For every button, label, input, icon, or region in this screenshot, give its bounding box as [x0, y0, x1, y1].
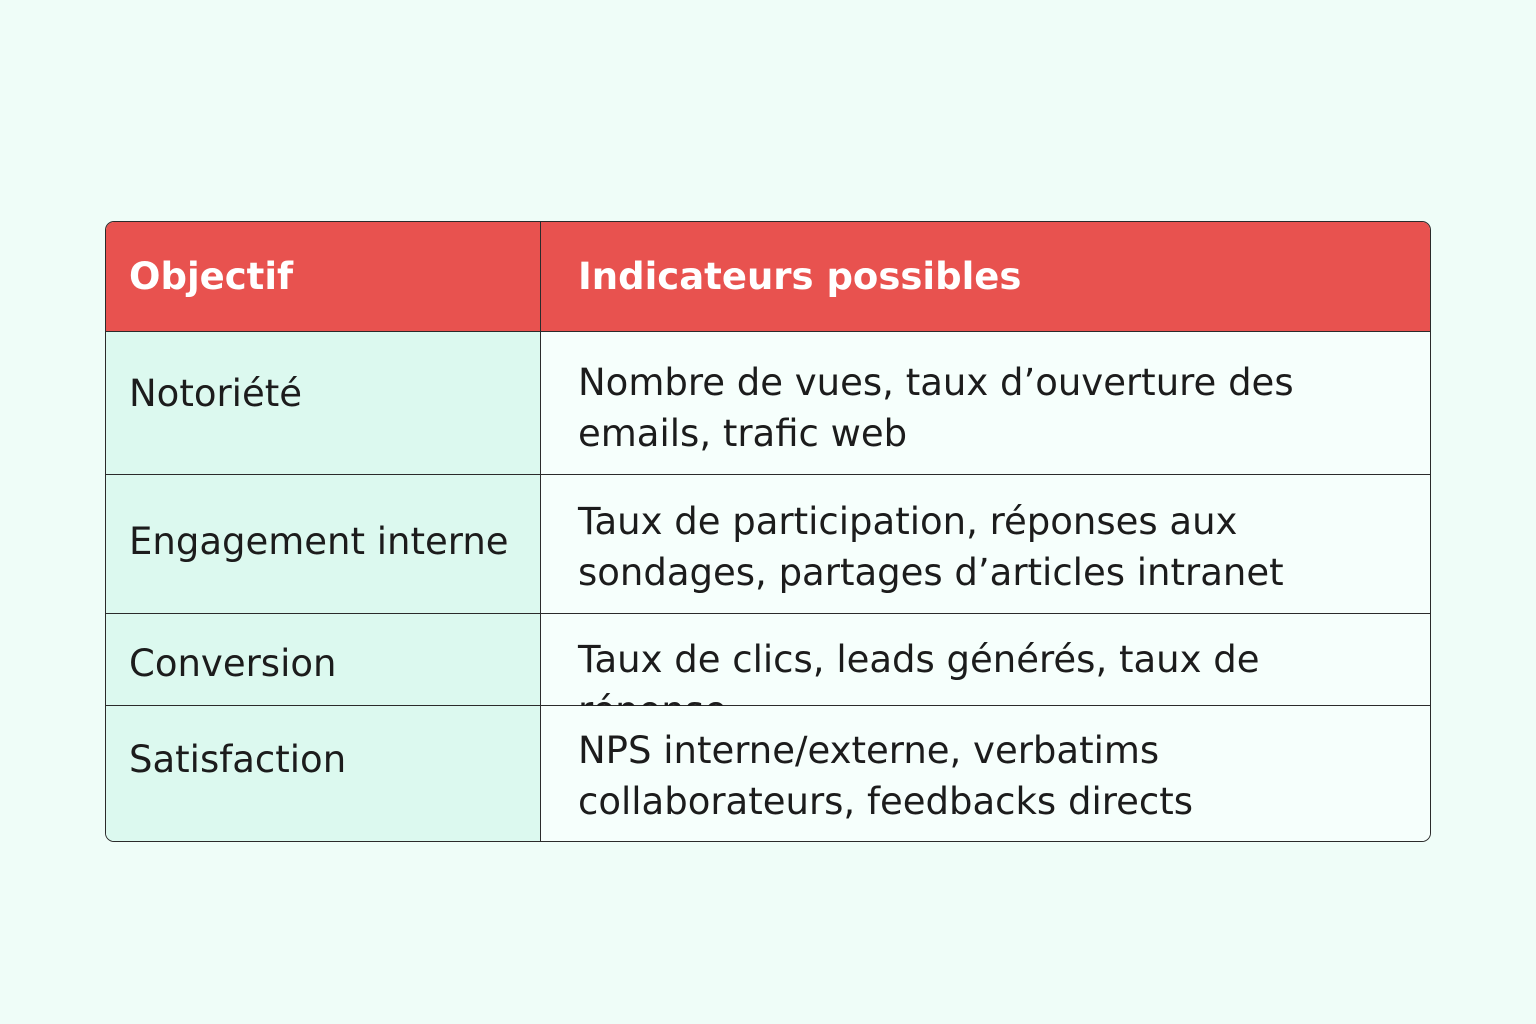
kpi-table	[105, 221, 1431, 842]
objective-cell: Engagement interne	[106, 475, 541, 613]
objective-cell: Satisfaction	[106, 706, 541, 841]
indicators-cell: Taux de clics, leads générés, taux de	[541, 614, 1430, 705]
indicators-cell: Taux de participation, réponses aux sondages, partages d’articles intranet	[541, 475, 1430, 613]
table-row	[106, 331, 1430, 474]
objective-cell: Conversion	[106, 614, 541, 705]
table-header-row	[106, 222, 1430, 331]
indicators-cell: Nombre de vues, taux d’ouverture des emails, trafic web	[541, 332, 1430, 474]
table-row	[106, 474, 1430, 613]
header-indicators: Indicateurs possibles	[578, 255, 1022, 298]
objective-cell: Notoriété	[106, 332, 541, 474]
indicators-cell: NPS interne/externe, verbatims collaborateurs, feedbacks directs	[541, 706, 1430, 841]
table-row	[106, 705, 1430, 841]
header-objective: Objectif	[106, 222, 541, 331]
table-row	[106, 613, 1430, 705]
